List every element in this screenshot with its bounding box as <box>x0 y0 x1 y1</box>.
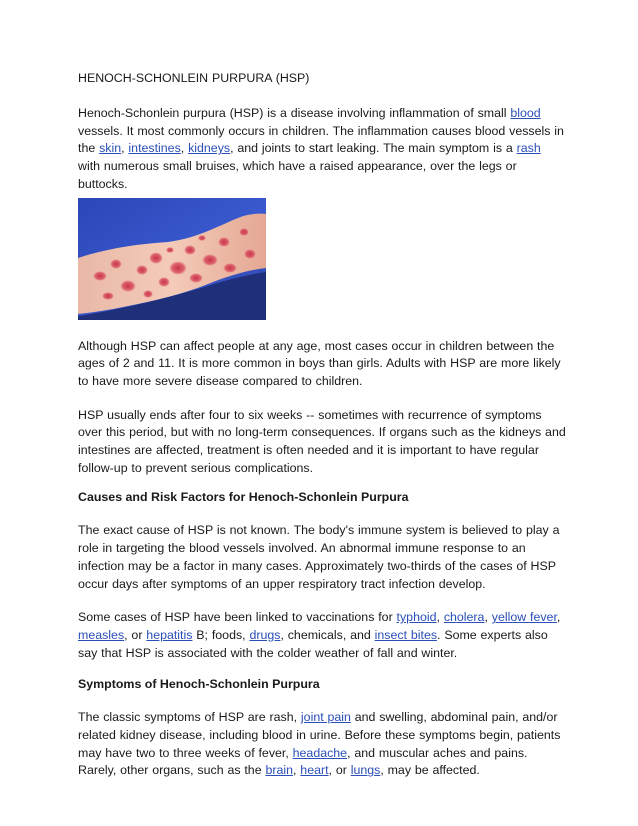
link-brain[interactable]: brain <box>265 763 293 778</box>
rash-photo <box>78 198 266 320</box>
text: with numerous small bruises, which have a raised appearance, over the legs or buttocks. <box>78 159 517 191</box>
text: , <box>121 141 129 156</box>
link-skin[interactable]: skin <box>99 141 122 156</box>
text: The classic symptoms of HSP are rash, <box>78 710 301 725</box>
link-headache[interactable]: headache <box>292 745 348 760</box>
link-rash[interactable]: rash <box>516 141 541 156</box>
text: and swelling, abdominal pain, and/or related kidney disease, including blood in urine. Before these symptoms begin, patients may have two to three weeks of fever, <box>78 710 561 760</box>
text: Some cases of HSP have been linked to vaccinations for <box>78 610 397 625</box>
text: , chemicals, and <box>280 627 375 642</box>
link-joint-pain[interactable]: joint pain <box>300 710 351 725</box>
document-title: HENOCH-SCHONLEIN PURPURA (HSP) <box>78 71 310 85</box>
heading-symptoms: Symptoms of Henoch-Schonlein Purpura <box>78 677 320 692</box>
text: , <box>293 763 301 778</box>
paragraph-age: Although HSP can affect people at any age, most cases occur in children between the ages of 2 and 11. It is more common in boys than girls. Adults with HSP are more likely to have more severe disease compared to children. <box>78 338 561 388</box>
text: , or <box>124 627 147 642</box>
paragraph-duration: HSP usually ends after four to six weeks -- sometimes with recurrence of symptoms over this period, but with no long-term consequences. If organs such as the kidneys and intestines are affected, treatment is often needed and it is important to have regular follow-up to prevent serious complications. <box>78 407 566 475</box>
heading-causes: Causes and Risk Factors for Henoch-Schonlein Purpura <box>78 490 409 505</box>
link-intestines[interactable]: intestines <box>128 141 181 156</box>
link-cholera[interactable]: cholera <box>443 610 485 625</box>
paragraph-symptoms <box>78 709 566 780</box>
text: Henoch-Schonlein purpura (HSP) is a disease involving inflammation of small <box>78 106 511 120</box>
link-heart[interactable]: heart <box>300 763 329 778</box>
link-yellow-fever[interactable]: yellow fever <box>491 610 557 625</box>
link-hepatitis[interactable]: hepatitis <box>146 627 193 642</box>
link-kidneys[interactable]: kidneys <box>188 141 231 156</box>
text: . Some experts also say that HSP is associated with the colder weather of fall and winter. <box>78 627 548 660</box>
link-measles[interactable]: measles <box>78 627 125 642</box>
text: , and muscular aches and pains. Rarely, other organs, such as the <box>78 745 528 778</box>
paragraph-cause: The exact cause of HSP is not known. The body's immune system is believed to play a role in targeting the blood vessels involved. An abnormal immune response to an infection may be a factor in many cases. Approximately two-thirds of the cases of HSP occur days after symptoms of an upper respiratory tract infection develop. <box>78 523 560 591</box>
text: , <box>180 141 189 156</box>
paragraph-vaccinations <box>78 609 566 662</box>
text: , and joints to start leaking. The main symptom is a <box>230 141 517 156</box>
link-typhoid[interactable]: typhoid <box>396 610 437 625</box>
text: , or <box>328 763 351 778</box>
text: , <box>436 610 444 625</box>
text: , may be affected. <box>380 763 480 778</box>
link-drugs[interactable]: drugs <box>249 627 281 642</box>
text: , <box>556 610 561 625</box>
text: vessels. It most commonly occurs in children. The inflammation causes blood vessels in the <box>78 123 564 156</box>
intro-paragraph <box>78 105 566 194</box>
link-insect-bites[interactable]: insect bites <box>374 627 438 642</box>
document-page <box>78 62 566 780</box>
text: B; foods, <box>192 627 250 642</box>
link-blood[interactable]: blood <box>510 106 541 120</box>
link-lungs[interactable]: lungs <box>350 763 381 778</box>
text: , <box>484 610 492 625</box>
